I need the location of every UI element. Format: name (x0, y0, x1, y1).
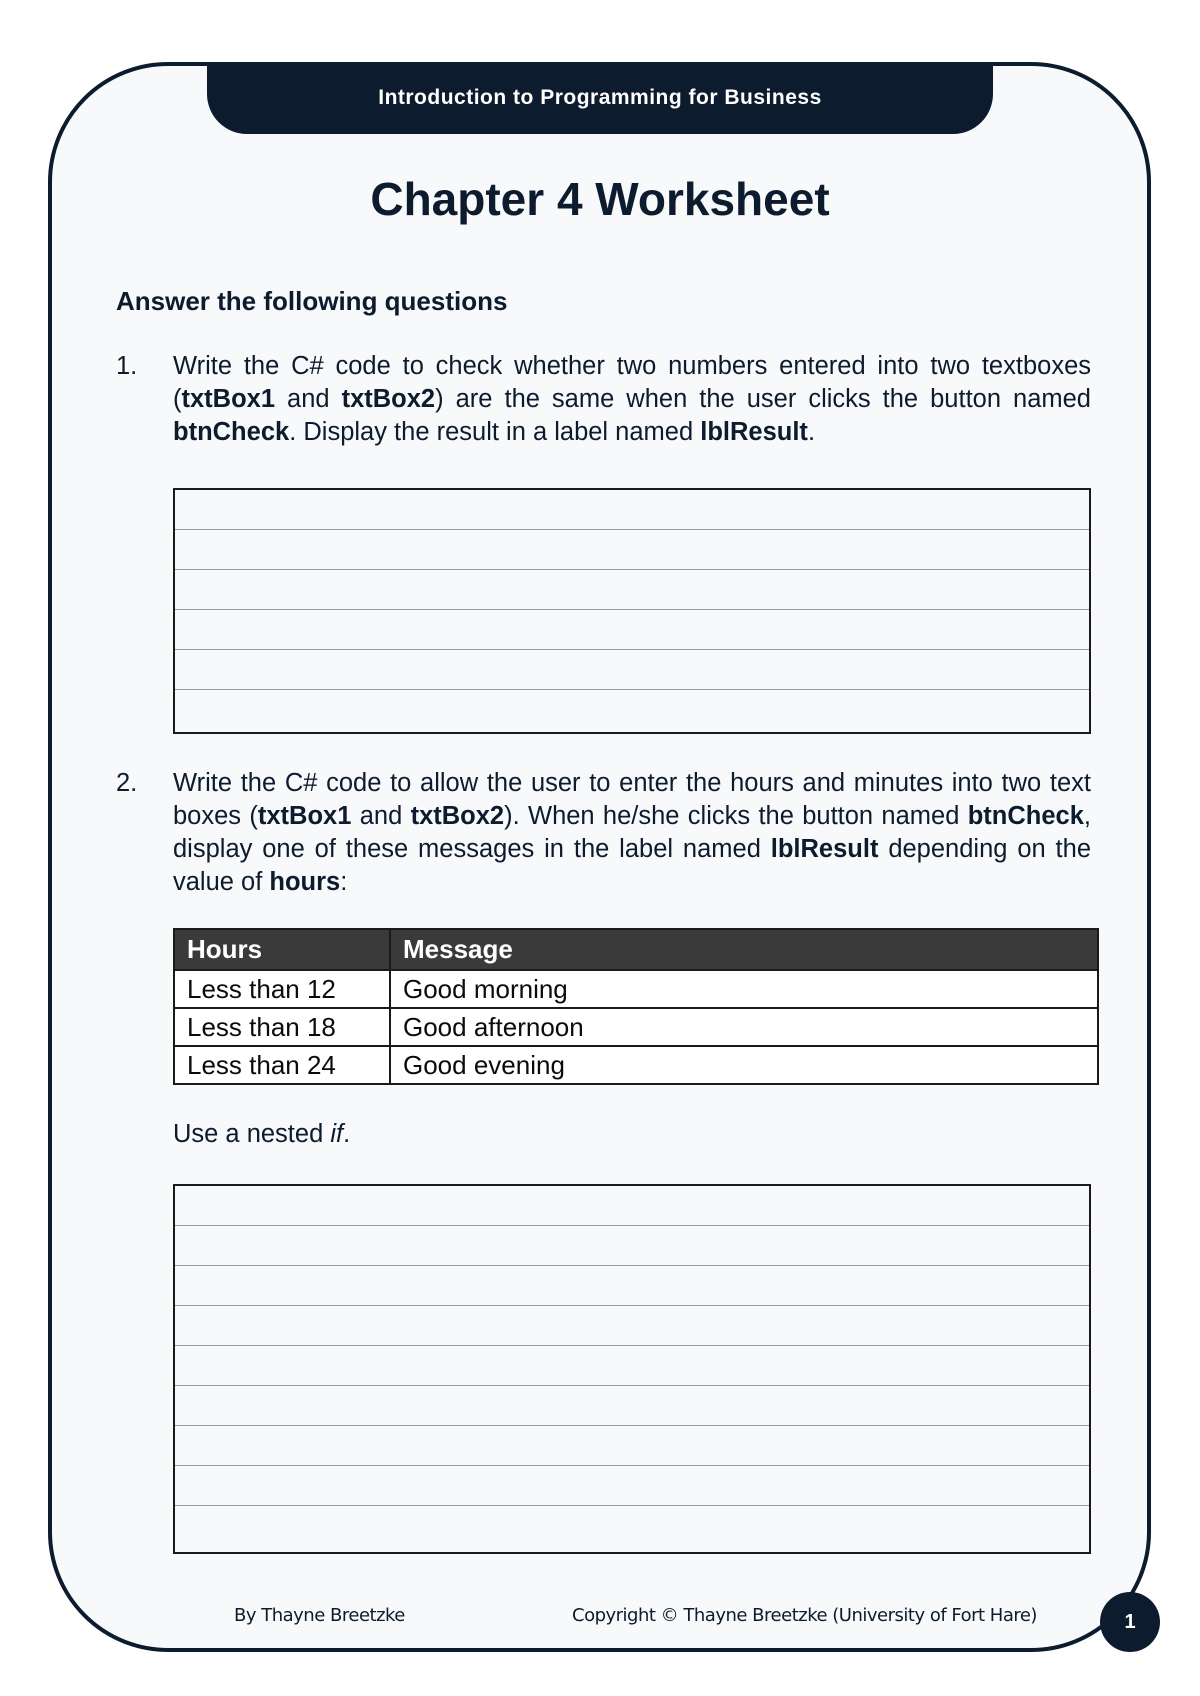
answer-line[interactable] (175, 610, 1089, 650)
answer-area-1[interactable] (173, 488, 1091, 734)
answer-line[interactable] (175, 490, 1089, 530)
answer-line[interactable] (175, 570, 1089, 610)
answer-area-2[interactable] (173, 1184, 1091, 1554)
table-row (174, 1046, 1098, 1084)
answer-line[interactable] (175, 1266, 1089, 1306)
answer-line[interactable] (175, 1506, 1089, 1546)
footer-copyright: Copyright © Thayne Breetzke (University of Fort Hare) (572, 1605, 1037, 1626)
hours-message-table (173, 928, 1099, 1085)
answer-line[interactable] (175, 1426, 1089, 1466)
table-row (174, 970, 1098, 1008)
answer-line[interactable] (175, 1466, 1089, 1506)
column-header-hours: Hours (174, 929, 390, 970)
message-cell: Good morning (390, 970, 1098, 1008)
answer-line[interactable] (175, 530, 1089, 570)
message-cell: Good afternoon (390, 1008, 1098, 1046)
hours-cell: Less than 24 (174, 1046, 390, 1084)
table-row (174, 1008, 1098, 1046)
question-text: Write the C# code to check whether two numbers entered into two textboxes (txtBox1 and txtBox2) are the same when the user clicks the button named btnCheck. Display the result in a label named lblResult. (173, 352, 1091, 446)
question-number: 2. (116, 769, 138, 797)
hours-cell: Less than 18 (174, 1008, 390, 1046)
answer-line[interactable] (175, 1186, 1089, 1226)
message-cell: Good evening (390, 1046, 1098, 1084)
answer-line[interactable] (175, 650, 1089, 690)
footer-author: By Thayne Breetzke (234, 1605, 405, 1626)
page-number: 1 (1124, 1610, 1136, 1633)
question-2 (116, 767, 1091, 899)
question-number: 1. (116, 352, 138, 380)
instructions-heading: Answer the following questions (116, 286, 508, 316)
page-title: Chapter 4 Worksheet (370, 173, 830, 225)
table-header-row (174, 929, 1098, 970)
column-header-message: Message (390, 929, 1098, 970)
question-text: Write the C# code to allow the user to enter the hours and minutes into two text boxes (txtBox1 and txtBox2). When he/she clicks the button named btnCheck, display one of these messages in the label named lblResult depending on the value of hours: (173, 769, 1092, 896)
nested-if-note: Use a nested if. (173, 1120, 351, 1148)
hours-cell: Less than 12 (174, 970, 390, 1008)
answer-line[interactable] (175, 1386, 1089, 1426)
answer-line[interactable] (175, 1346, 1089, 1386)
question-1 (116, 350, 1091, 449)
course-title: Introduction to Programming for Business (378, 86, 822, 109)
answer-line[interactable] (175, 1226, 1089, 1266)
answer-line[interactable] (175, 1306, 1089, 1346)
course-banner (207, 62, 993, 134)
page-number-badge (1100, 1592, 1160, 1652)
answer-line[interactable] (175, 690, 1089, 730)
